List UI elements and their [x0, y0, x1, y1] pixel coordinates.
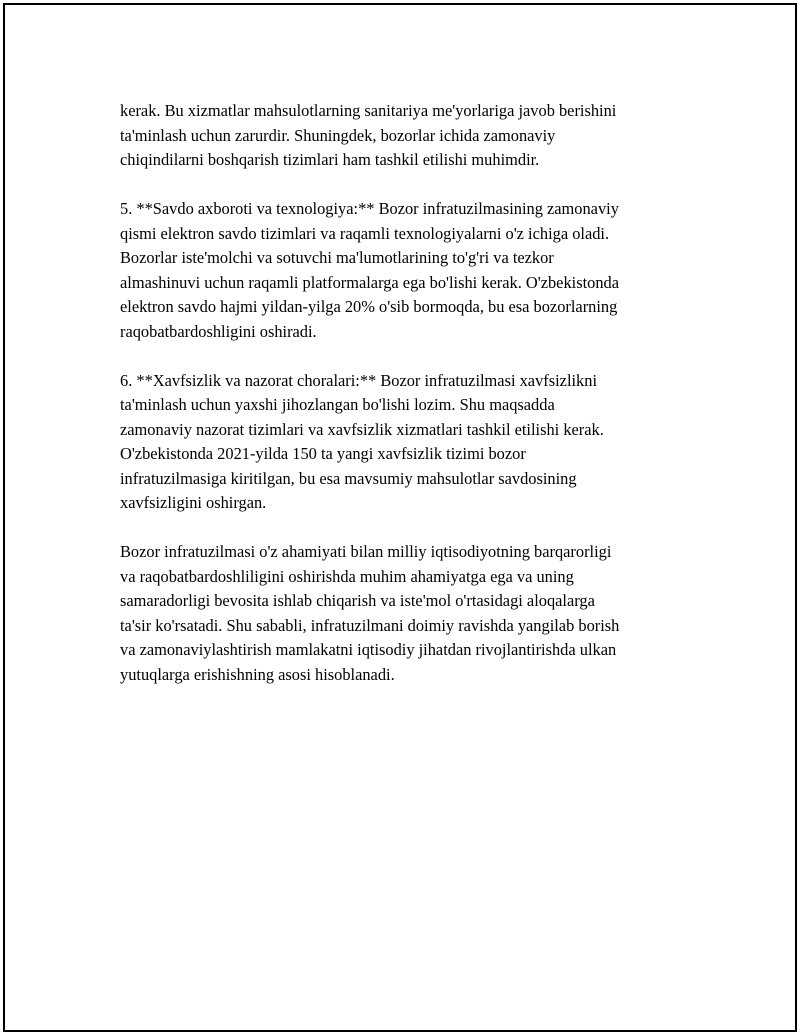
paragraph-trade-information [120, 197, 690, 344]
text-line: 6. **Xavfsizlik va nazorat choralari:** Bozor infratuzilmasi xavfsizlikni [120, 370, 597, 390]
paragraph-sanitation-continuation [120, 99, 690, 173]
text-line: infratuzilmasiga kiritilgan, bu esa mavsumiy mahsulotlar savdosining [120, 468, 577, 488]
text-line: Bozorlar iste'molchi va sotuvchi ma'lumotlarining to'g'ri va tezkor [120, 248, 554, 267]
text-line: chiqindilarni boshqarish tizimlari ham tashkil etilishi muhimdir. [120, 150, 540, 169]
paragraph-conclusion [120, 540, 690, 687]
text-line: yutuqlarga erishishning asosi hisoblanadi. [120, 664, 395, 684]
text-line: raqobatbardoshligini oshiradi. [120, 321, 317, 341]
text-line: ta'minlash uchun yaxshi jihozlangan bo'lishi lozim. Shu maqsadda [120, 395, 555, 414]
text-line: almashinuvi uchun raqamli platformalarga ega bo'lishi kerak. O'zbekistonda [120, 272, 619, 292]
text-line: kerak. Bu xizmatlar mahsulotlarning sanitariya me'yorlariga javob berishini [120, 101, 617, 120]
text-line: va zamonaviylashtirish mamlakatni iqtisodiy jihatdan rivojlantirishda ulkan [120, 640, 617, 659]
document-body [120, 99, 690, 712]
paragraph-security-control [120, 369, 690, 516]
text-line: elektron savdo hajmi yildan-yilga 20% o'sib bormoqda, bu esa bozorlarning [120, 297, 618, 316]
text-line: zamonaviy nazorat tizimlari va xavfsizlik xizmatlari tashkil etilishi kerak. [120, 419, 604, 439]
text-line: va raqobatbardoshliligini oshirishda muhim ahamiyatga ega va uning [120, 566, 574, 586]
text-line: Bozor infratuzilmasi o'z ahamiyati bilan milliy iqtisodiyotning barqarorligi [120, 542, 612, 561]
text-line: O'zbekistonda 2021-yilda 150 ta yangi xavfsizlik tizimi bozor [120, 444, 526, 463]
text-line: ta'sir ko'rsatadi. Shu sababli, infratuzilmani doimiy ravishda yangilab borish [120, 615, 620, 635]
text-line: xavfsizligini oshirgan. [120, 493, 267, 512]
document-page [3, 3, 797, 1032]
text-line: 5. **Savdo axboroti va texnologiya:** Bozor infratuzilmasining zamonaviy [120, 199, 619, 218]
text-line: ta'minlash uchun zarurdir. Shuningdek, bozorlar ichida zamonaviy [120, 125, 556, 145]
text-line: samaradorligi bevosita ishlab chiqarish va iste'mol o'rtasidagi aloqalarga [120, 591, 595, 610]
text-line: qismi elektron savdo tizimlari va raqamli texnologiyalarni o'z ichiga oladi. [120, 223, 610, 243]
